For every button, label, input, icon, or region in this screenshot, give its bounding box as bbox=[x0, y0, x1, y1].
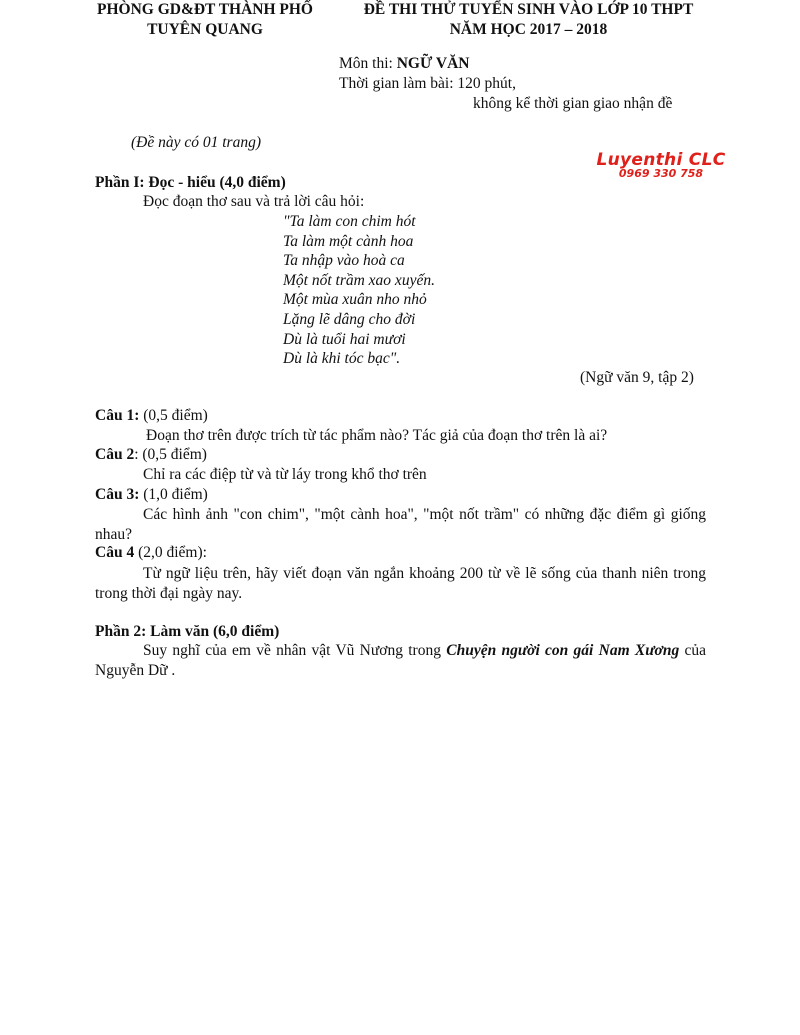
question-label: Câu 2 bbox=[95, 446, 135, 463]
question-4-text: Từ ngữ liệu trên, hãy viết đoạn văn ngắn khoảng 200 từ về lẽ sống của thanh niên trong trong thời đại ngày nay. bbox=[95, 565, 706, 602]
question-label: Câu 3: bbox=[95, 486, 140, 503]
subject-value: NGỮ VĂN bbox=[396, 55, 470, 72]
question-3-text: Các hình ảnh "con chim", "một cành hoa", "một nốt trầm" có những đặc điểm gì giống nhau? bbox=[95, 506, 706, 543]
watermark-logo bbox=[586, 150, 736, 180]
poem-line: Lặng lẽ dâng cho đời bbox=[283, 310, 416, 328]
poem-source: (Ngữ văn 9, tập 2) bbox=[580, 369, 694, 386]
part2-prompt bbox=[95, 641, 706, 680]
poem-line: Một mùa xuân nho nhỏ bbox=[283, 291, 427, 309]
question-4-header bbox=[95, 544, 207, 562]
question-points: (0,5 điểm) bbox=[139, 407, 208, 424]
question-label: Câu 4 bbox=[95, 544, 135, 561]
time-line: Thời gian làm bài: 120 phút, bbox=[339, 75, 516, 92]
school-line-2: TUYÊN QUANG bbox=[147, 21, 263, 38]
question-label: Câu 1: bbox=[95, 407, 140, 424]
question-2-header bbox=[95, 446, 207, 464]
part1-heading: Phần I: Đọc - hiểu (4,0 điểm) bbox=[95, 174, 286, 191]
school-line-1: PHÒNG GD&ĐT THÀNH PHỐ bbox=[96, 1, 313, 18]
work-title: Chuyện người con gái Nam Xương bbox=[446, 642, 680, 659]
part2-text-before: Suy nghĩ của em về nhân vật Vũ Nương trong bbox=[143, 642, 447, 659]
question-1-header bbox=[95, 407, 208, 425]
part1-instruction: Đọc đoạn thơ sau và trả lời câu hỏi: bbox=[143, 193, 365, 210]
poem-line: Dù là khi tóc bạc". bbox=[283, 350, 401, 368]
poem-line: Ta làm một cành hoa bbox=[283, 232, 414, 250]
watermark-phone: 0969 330 758 bbox=[618, 167, 704, 180]
poem-line: Ta nhập vào hoà ca bbox=[283, 252, 405, 270]
question-2-text: Chỉ ra các điệp từ và từ láy trong khổ thơ trên bbox=[143, 466, 427, 483]
school-name bbox=[80, 0, 330, 40]
page-note: (Đề này có 01 trang) bbox=[131, 134, 261, 151]
exam-title-line-2: NĂM HỌC 2017 – 2018 bbox=[449, 21, 608, 38]
watermark-name: Luyenthi CLC bbox=[596, 150, 726, 170]
exam-title bbox=[336, 0, 721, 40]
poem-line: Một nốt trầm xao xuyến. bbox=[283, 271, 435, 289]
poem bbox=[283, 212, 435, 369]
subject-label: Môn thi: bbox=[339, 55, 397, 72]
question-points: (2,0 điểm): bbox=[134, 544, 207, 561]
question-3-header bbox=[95, 486, 208, 504]
time-note: không kể thời gian giao nhận đề bbox=[473, 95, 673, 112]
poem-line: Dù là tuổi hai mươi bbox=[283, 330, 406, 348]
poem-line: "Ta làm con chim hót bbox=[283, 213, 416, 230]
part2-heading: Phần 2: Làm văn (6,0 điểm) bbox=[95, 623, 280, 640]
question-points: : (0,5 điểm) bbox=[134, 446, 207, 463]
exam-title-line-1: ĐỀ THI THỬ TUYỂN SINH VÀO LỚP 10 THPT bbox=[363, 1, 694, 18]
question-1-text: Đoạn thơ trên được trích từ tác phẩm nào? Tác giả của đoạn thơ trên là ai? bbox=[146, 427, 608, 444]
question-points: (1,0 điểm) bbox=[139, 486, 208, 503]
subject-line bbox=[339, 55, 469, 73]
part2-text-after: của Nguyễn Dữ . bbox=[95, 642, 707, 679]
